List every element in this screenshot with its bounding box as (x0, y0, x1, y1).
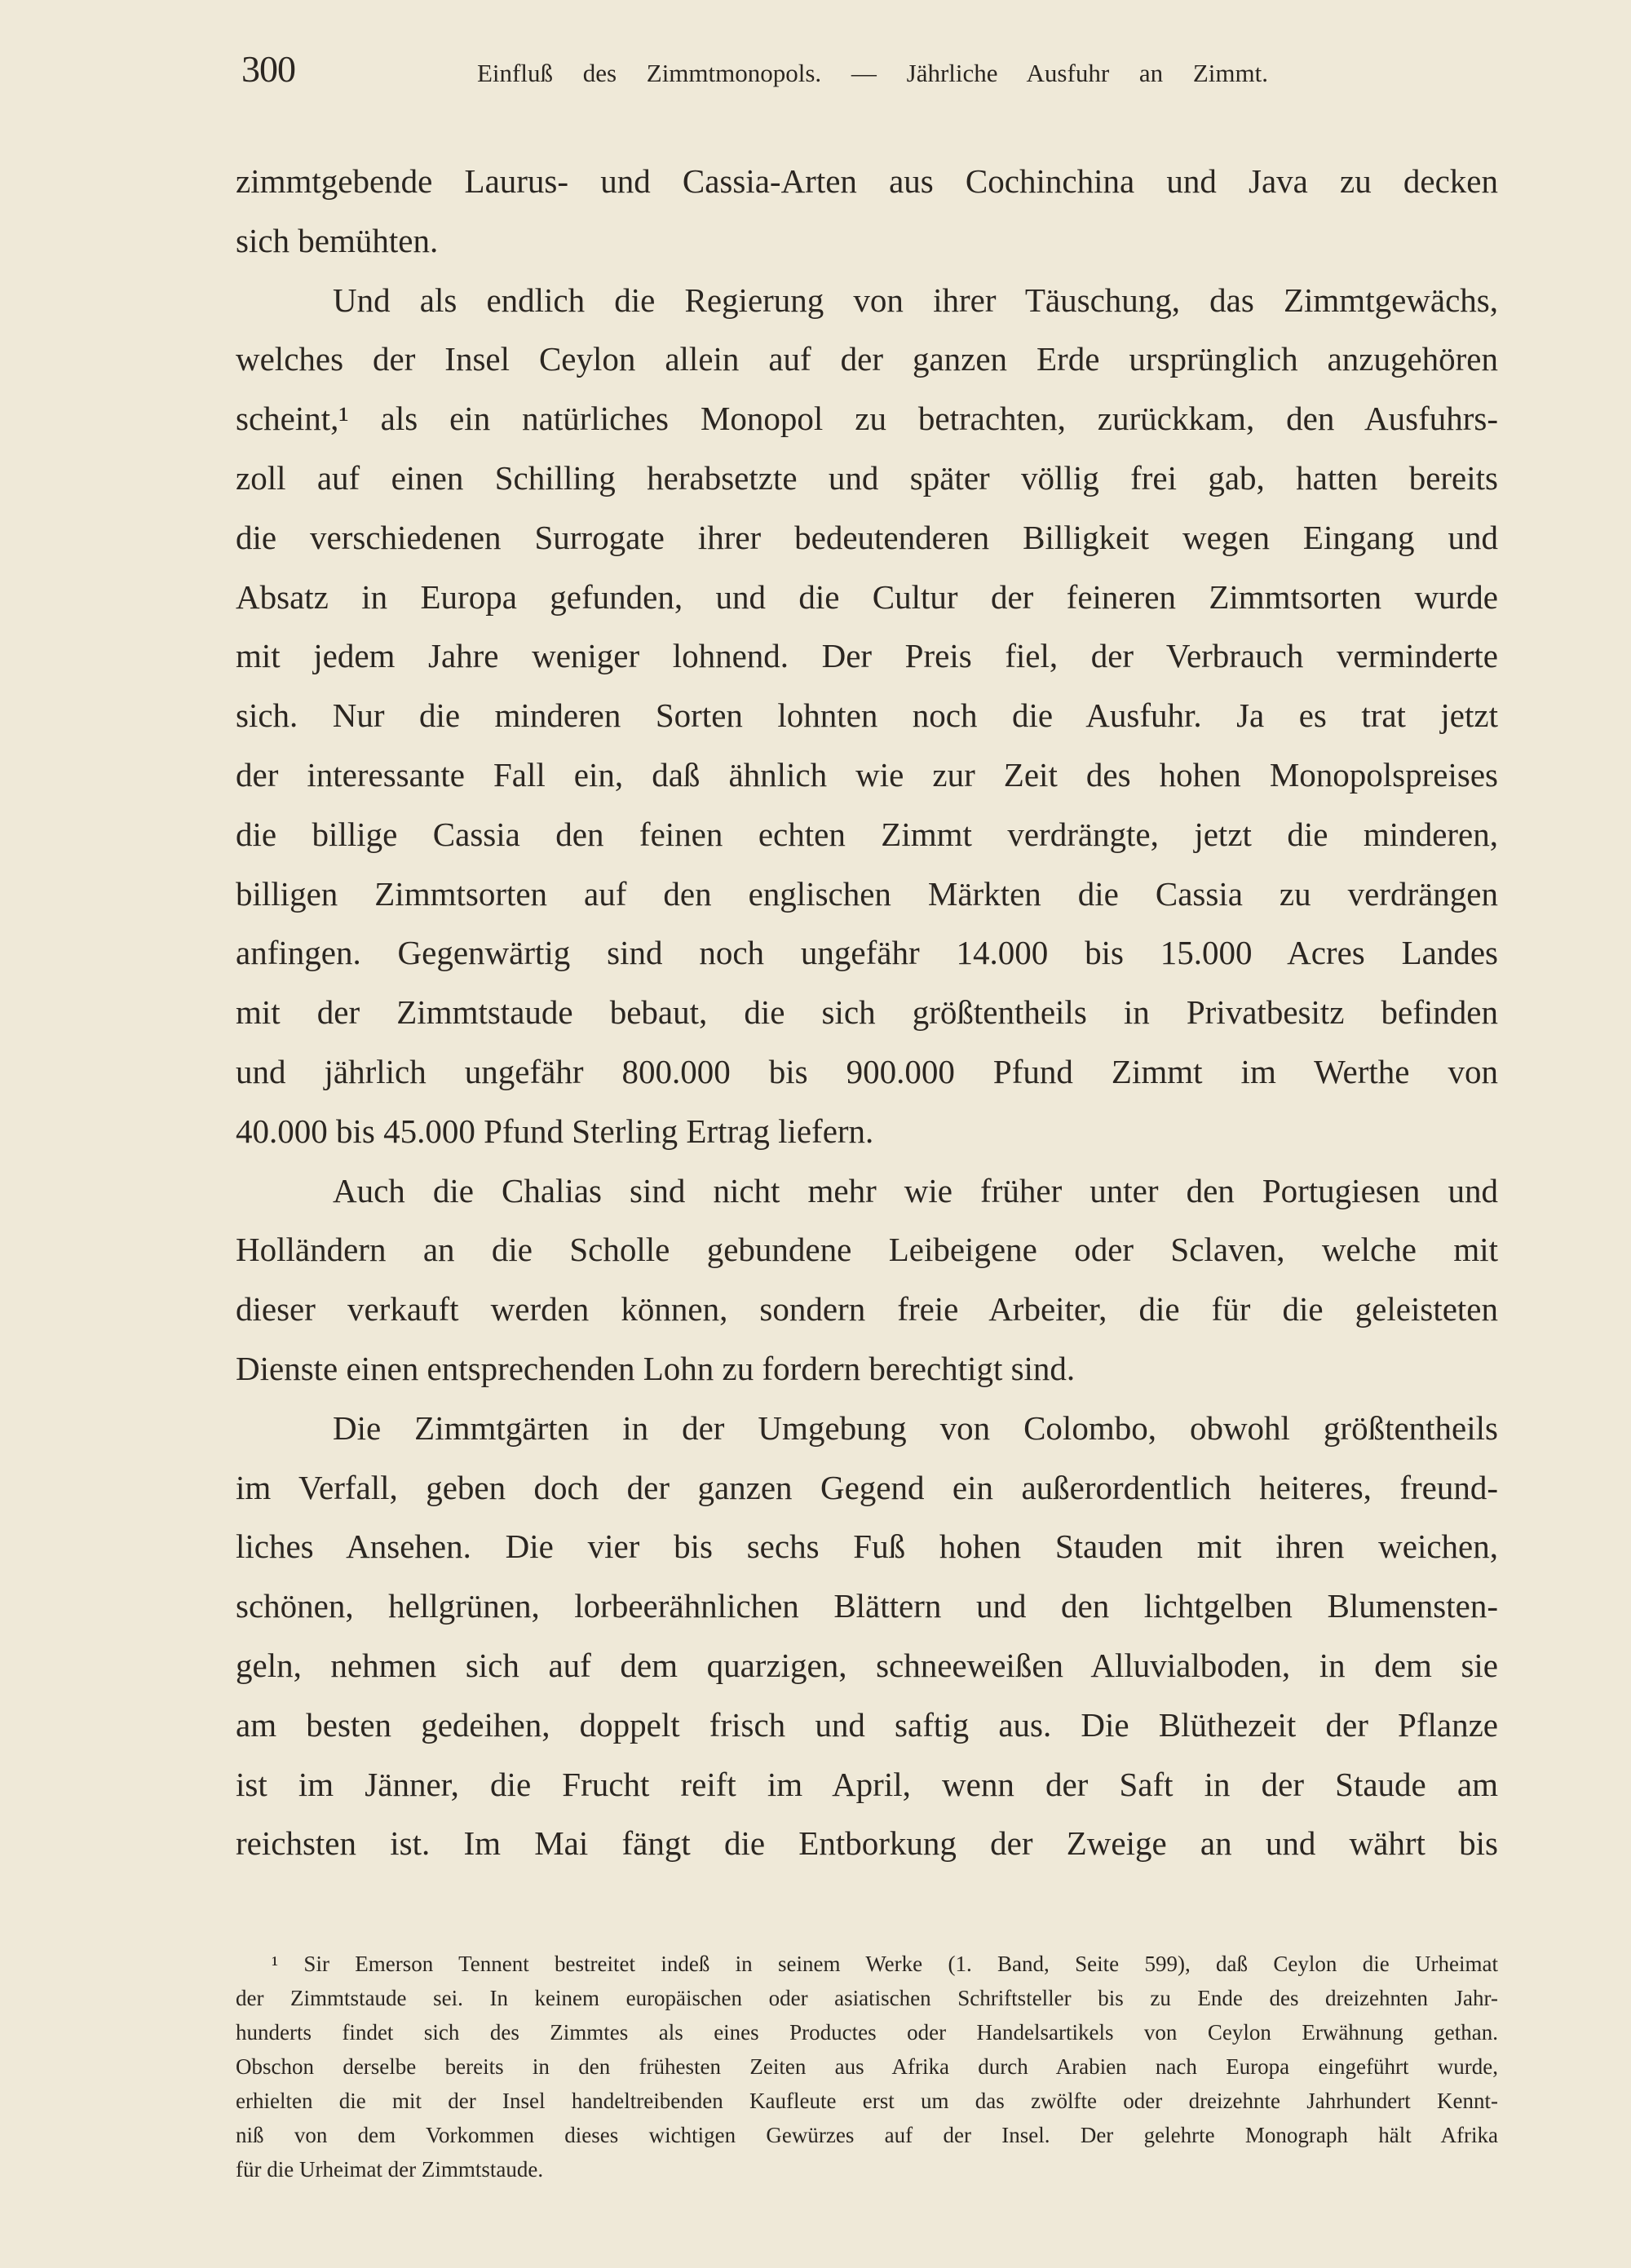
text-line: welches der Insel Ceylon allein auf der ganzen Erde ursprünglich anzugehören (236, 340, 1498, 378)
footnote-line: hunderts findet sich des Zimmtes als eines Productes oder Handelsartikels von Ceylon Erwähnung gethan. (236, 2020, 1498, 2045)
footnote-line: ¹ Sir Emerson Tennent bestreitet indeß in seinem Werke (1. Band, Seite 599), daß Ceylon die Urheimat (272, 1952, 1498, 1976)
text-line: sich. Nur die minderen Sorten lohnten noch die Ausfuhr. Ja es trat jetzt (236, 696, 1498, 735)
footnote-line: erhielten die mit der Insel handeltreibenden Kaufleute erst um das zwölfte oder dreizehnte Jahrhundert Kennt- (236, 2089, 1498, 2113)
text-line: sich bemühten. (236, 221, 439, 259)
text-line: Dienste einen entsprechenden Lohn zu fordern berechtigt sind. (236, 1349, 1076, 1387)
text-line: schönen, hellgrünen, lorbeerähnlichen Blättern und den lichtgelben Blumensten- (236, 1587, 1498, 1625)
text-line: 40.000 bis 45.000 Pfund Sterling Ertrag liefern. (236, 1112, 874, 1150)
text-line: Holländern an die Scholle gebundene Leibeigene oder Sclaven, welche mit (236, 1231, 1498, 1269)
text-line: am besten gedeihen, doppelt frisch und saftig aus. Die Blüthezeit der Pflanze (236, 1705, 1498, 1744)
text-line: scheint,¹ als ein natürliches Monopol zu betrachten, zurückkam, den Ausfuhrs- (236, 400, 1498, 438)
text-line: Auch die Chalias sind nicht mehr wie früher unter den Portugiesen und (333, 1171, 1498, 1209)
text-line: liches Ansehen. Die vier bis sechs Fuß hohen Stauden mit ihren weichen, (236, 1527, 1498, 1566)
footnote-line: für die Urheimat der Zimmtstaude. (236, 2157, 544, 2182)
text-line: Absatz in Europa gefunden, und die Cultur der feineren Zimmtsorten wurde (236, 577, 1498, 616)
text-line: anfingen. Gegenwärtig sind noch ungefähr 14.000 bis 15.000 Acres Landes (236, 934, 1498, 972)
text-line: mit der Zimmtstaude bebaut, die sich größtentheils in Privatbesitz befinden (236, 993, 1498, 1032)
text-line: zimmtgebende Laurus- und Cassia-Arten aus Cochinchina und Java zu decken (236, 162, 1498, 200)
text-line: ist im Jänner, die Frucht reift im April, wenn der Saft in der Staude am (236, 1765, 1498, 1803)
text-line: billigen Zimmtsorten auf den englischen Märkten die Cassia zu verdrängen (236, 874, 1498, 913)
text-line: dieser verkauft werden können, sondern freie Arbeiter, die für die geleisteten (236, 1290, 1498, 1329)
body-text (236, 152, 1498, 1873)
running-title: Einfluß des Zimmtmonopols. — Jährliche Ausfuhr an Zimmt. (477, 59, 1268, 87)
text-line: mit jedem Jahre weniger lohnend. Der Preis fiel, der Verbrauch verminderte (236, 637, 1498, 675)
text-line: Die Zimmtgärten in der Umgebung von Colombo, obwohl größtentheils (333, 1408, 1498, 1447)
footnote-line: Obschon derselbe bereits in den frühesten Zeiten aus Afrika durch Arabien nach Europa eingeführt wurde, (236, 2054, 1498, 2079)
text-line: geln, nehmen sich auf dem quarzigen, schneeweißen Alluvialboden, in dem sie (236, 1646, 1498, 1684)
footnotes (236, 1947, 1498, 2186)
text-line: und jährlich ungefähr 800.000 bis 900.000 Pfund Zimmt im Werthe von (236, 1052, 1498, 1090)
text-line: der interessante Fall ein, daß ähnlich wie zur Zeit des hohen Monopolspreises (236, 755, 1498, 794)
text-line: reichsten ist. Im Mai fängt die Entborkung der Zweige an und währt bis (236, 1824, 1498, 1863)
text-line: die billige Cassia den feinen echten Zimmt verdrängte, jetzt die minderen, (236, 815, 1498, 853)
text-line: Und als endlich die Regierung von ihrer Täuschung, das Zimmtgewächs, (333, 281, 1498, 319)
text-line: zoll auf einen Schilling herabsetzte und später völlig frei gab, hatten bereits (236, 458, 1498, 497)
page-number: 300 (241, 48, 295, 90)
text-line: die verschiedenen Surrogate ihrer bedeutenderen Billigkeit wegen Eingang und (236, 518, 1498, 556)
text-line: im Verfall, geben doch der ganzen Gegend ein außerordentlich heiteres, freund- (236, 1468, 1498, 1506)
footnote-line: der Zimmtstaude sei. In keinem europäischen oder asiatischen Schriftsteller bis zu Ende des dreizehnten Jahr- (236, 1986, 1498, 2010)
footnote-line: niß von dem Vorkommen dieses wichtigen Gewürzes auf der Insel. Der gelehrte Monograph hält Afrika (236, 2123, 1498, 2147)
